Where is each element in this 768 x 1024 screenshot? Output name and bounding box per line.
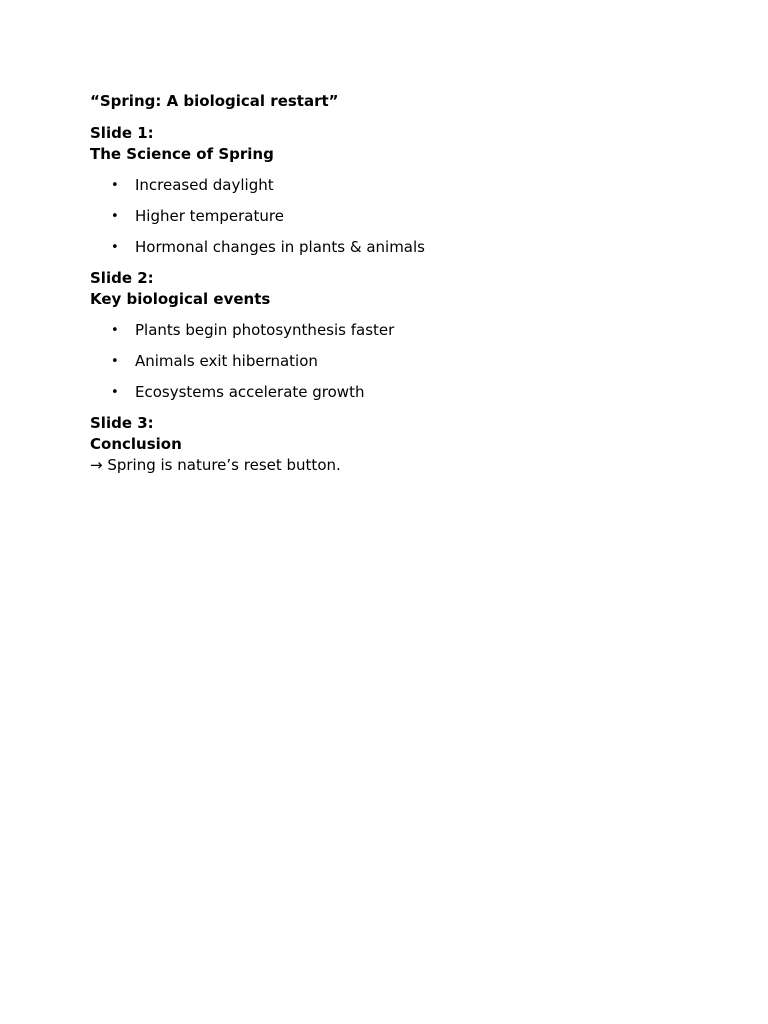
slide-2-section bbox=[90, 268, 690, 403]
slide-1-label: Slide 1: bbox=[90, 124, 154, 142]
list-item-text: Increased daylight bbox=[135, 176, 274, 194]
slide-3-conclusion-text: → Spring is nature’s reset button. bbox=[90, 456, 341, 474]
list-item-text: Plants begin photosynthesis faster bbox=[135, 321, 395, 339]
bullet-icon: • bbox=[111, 323, 119, 338]
list-item-text: Higher temperature bbox=[135, 207, 284, 225]
slide-2-heading: Key biological events bbox=[90, 290, 271, 308]
slide-1-heading: The Science of Spring bbox=[90, 145, 274, 163]
slide-2-label: Slide 2: bbox=[90, 269, 154, 287]
list-item bbox=[90, 320, 690, 341]
slide-3-heading: Conclusion bbox=[90, 435, 182, 453]
bullet-icon: • bbox=[111, 240, 119, 255]
bullet-icon: • bbox=[111, 354, 119, 369]
slide-2-bullet-list bbox=[90, 320, 690, 403]
list-item-text: Ecosystems accelerate growth bbox=[135, 383, 365, 401]
list-item bbox=[90, 175, 690, 196]
slide-1-bullet-list bbox=[90, 175, 690, 258]
slide-1-section bbox=[90, 123, 690, 258]
bullet-icon: • bbox=[111, 209, 119, 224]
list-item bbox=[90, 351, 690, 372]
slide-3-section bbox=[90, 413, 690, 476]
list-item-text: Hormonal changes in plants & animals bbox=[135, 238, 425, 256]
bullet-icon: • bbox=[111, 178, 119, 193]
bullet-icon: • bbox=[111, 385, 119, 400]
slide-3-label: Slide 3: bbox=[90, 414, 154, 432]
list-item bbox=[90, 382, 690, 403]
list-item-text: Animals exit hibernation bbox=[135, 352, 318, 370]
list-item bbox=[90, 237, 690, 258]
list-item bbox=[90, 206, 690, 227]
document-page bbox=[90, 91, 690, 486]
document-title: “Spring: A biological restart” bbox=[90, 92, 339, 110]
